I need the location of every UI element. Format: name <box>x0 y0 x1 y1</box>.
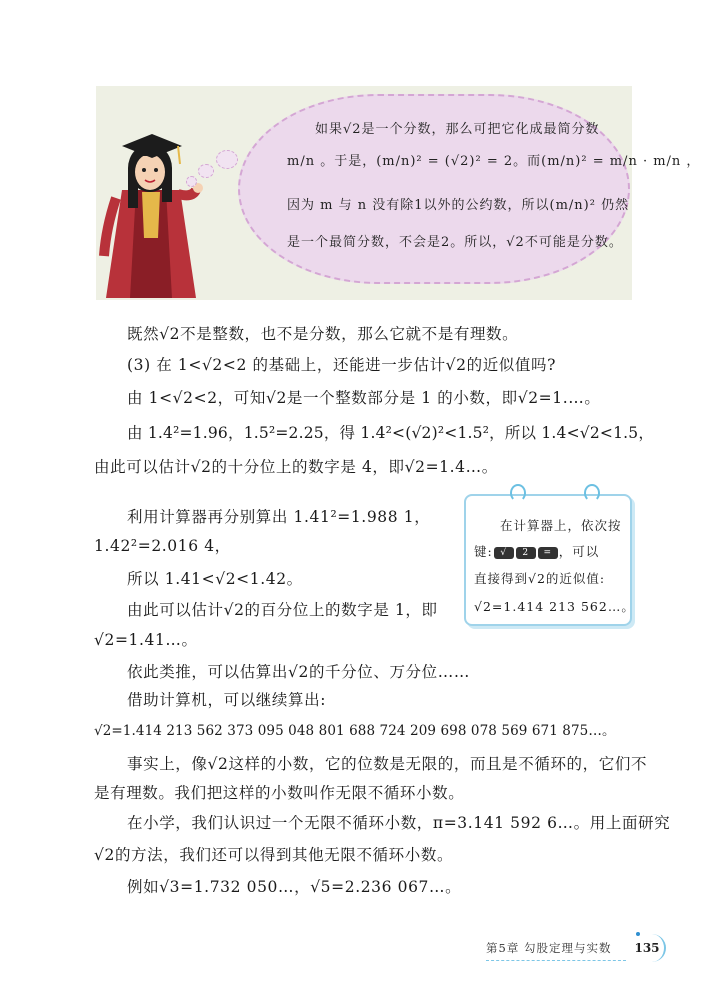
paragraph-18: 例如√3=1.732 050…，√5=2.236 067…。 <box>127 878 462 896</box>
paragraph-13: √2=1.414 213 562 373 095 048 801 688 724 209 698 078 569 671 875…。 <box>94 723 616 739</box>
paragraph-15: 是有理数。我们把这样的小数叫作无限不循环小数。 <box>94 784 465 802</box>
graduate-girl-illustration <box>92 128 212 300</box>
note-line-2-suffix: ，可以 <box>558 544 600 559</box>
note-line-2-prefix: 键: <box>474 544 493 559</box>
note-ring-right <box>584 484 600 502</box>
paragraph-6: 利用计算器再分别算出 1.41²=1.988 1， <box>127 508 431 526</box>
bubble-line-4: 是一个最简分数，不会是2。所以，√2不可能是分数。 <box>287 235 623 250</box>
thought-dot-large <box>216 150 238 169</box>
paragraph-1: 既然√2不是整数，也不是分数，那么它就不是有理数。 <box>127 325 519 343</box>
paragraph-12: 借助计算机，可以继续算出: <box>127 691 327 709</box>
paragraph-17: √2的方法，我们还可以得到其他无限不循环小数。 <box>94 846 454 864</box>
paragraph-10: √2=1.41…。 <box>94 631 198 649</box>
paragraph-11: 依此类推，可以估算出√2的千分位、万分位…… <box>127 663 470 681</box>
paragraph-2: (3) 在 1<√2<2 的基础上，还能进一步估计√2的近似值吗? <box>127 356 557 374</box>
sqrt-key-icon: √ <box>494 547 514 559</box>
note-line-3: 直接得到√2的近似值: <box>474 571 606 586</box>
note-line-2 <box>474 542 599 560</box>
paragraph-16: 在小学，我们认识过一个无限不循环小数，π=3.141 592 6…。用上面研究 <box>127 814 671 832</box>
page-number: 135 <box>630 934 666 962</box>
note-ring-left <box>510 484 526 502</box>
equals-key-icon: = <box>538 547 558 559</box>
note-line-1: 在计算器上，依次按 <box>500 518 622 533</box>
paragraph-7: 1.42²=2.016 4， <box>94 537 231 555</box>
thought-dot-small <box>186 176 197 187</box>
paragraph-4: 由 1.4²=1.96，1.5²=2.25，得 1.4²<(√2)²<1.5²，所以 1.4<√2<1.5， <box>127 424 655 442</box>
footer-divider <box>486 960 626 961</box>
bubble-line-3: 因为 m 与 n 没有除1以外的公约数，所以(m/n)² 仍然 <box>287 198 630 213</box>
paragraph-5: 由此可以估计√2的十分位上的数字是 4，即√2=1.4…。 <box>94 458 498 476</box>
chapter-footer: 第5章 勾股定理与实数 <box>486 941 612 955</box>
paragraph-3: 由 1<√2<2，可知√2是一个整数部分是 1 的小数，即√2=1.…。 <box>127 389 601 407</box>
thought-dot-medium <box>198 164 214 178</box>
bubble-line-2: m/n 。于是，(m/n)² = (√2)² = 2。而(m/n)² = m/n · m/n ， <box>287 154 701 169</box>
paragraph-8: 所以 1.41<√2<1.42。 <box>127 570 303 588</box>
bubble-line-1: 如果√2是一个分数，那么可把它化成最简分数 <box>315 122 600 137</box>
paragraph-9: 由此可以估计√2的百分位上的数字是 1，即 <box>127 601 438 619</box>
two-key-icon: 2 <box>516 547 536 559</box>
note-line-4: √2=1.414 213 562…。 <box>474 599 635 614</box>
paragraph-14: 事实上，像√2这样的小数，它的位数是无限的，而且是不循环的，它们不 <box>127 755 648 773</box>
